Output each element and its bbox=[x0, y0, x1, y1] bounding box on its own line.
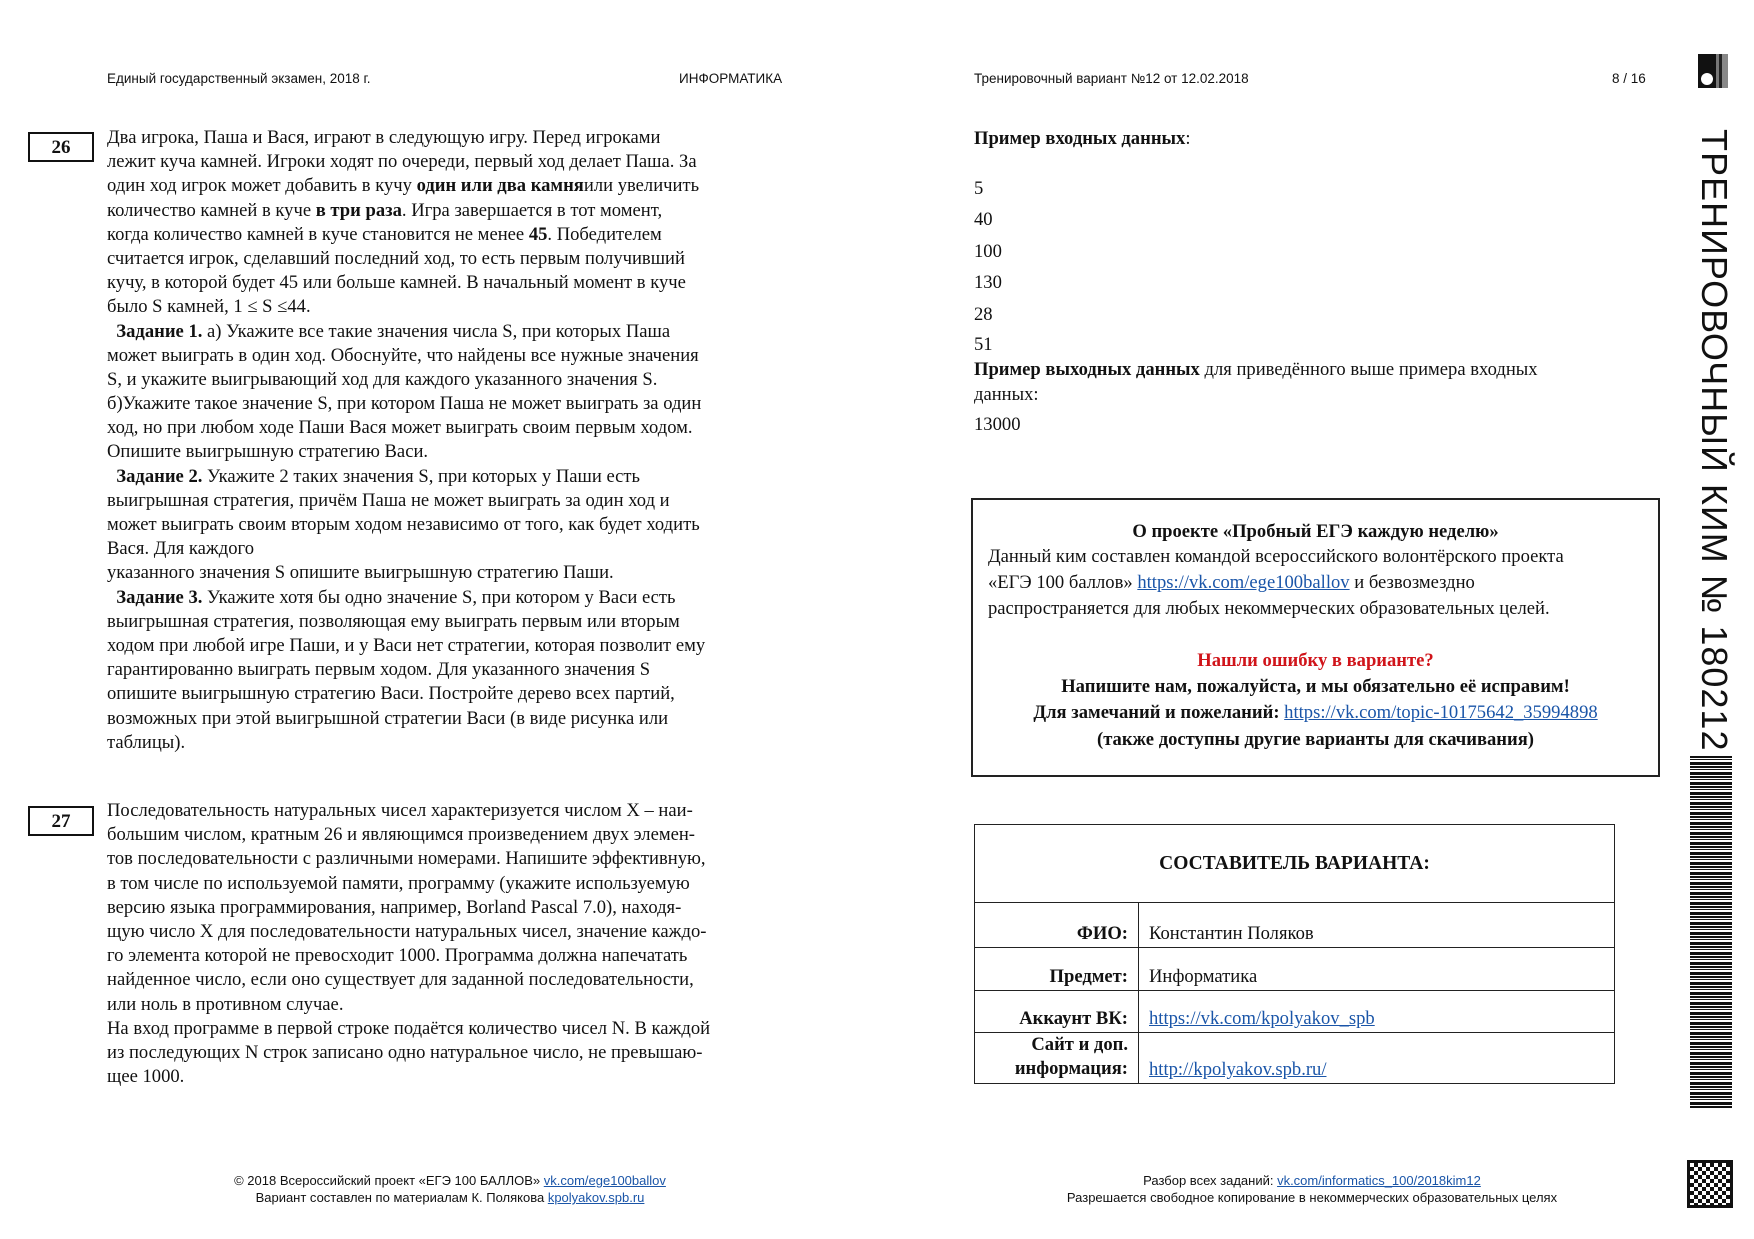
text-line bbox=[107, 634, 705, 658]
text-segment: кучу, в которой будет 45 или больше камней. В начальный момент в куче bbox=[107, 272, 686, 294]
also-available: (также доступны другие варианты для скачивания) bbox=[1097, 729, 1534, 750]
text-segment: может выиграть в один ход. Обоснуйте, что найдены все нужные значения bbox=[107, 344, 699, 366]
text-line bbox=[107, 993, 710, 1017]
text-line bbox=[107, 416, 705, 440]
project-title-text: О проекте «Пробный ЕГЭ каждую неделю» bbox=[1132, 521, 1499, 542]
example-input-colon: : bbox=[1185, 128, 1191, 149]
text-line bbox=[107, 465, 705, 489]
text-segment: когда количество камней в куче становится не менее bbox=[107, 223, 529, 245]
text-line bbox=[107, 896, 710, 920]
error-title: Нашли ошибку в варианте? bbox=[1197, 650, 1434, 671]
task-26-text bbox=[107, 126, 705, 755]
text-line bbox=[107, 174, 705, 198]
author-table bbox=[974, 824, 1615, 1084]
example-input-heading bbox=[974, 128, 1191, 150]
text-line bbox=[107, 320, 705, 344]
text-segment: в том числе по используемой памяти, программу (укажите используемую bbox=[107, 872, 690, 894]
text-segment: версию языка программирования, например, Borland Pascal 7.0), находя- bbox=[107, 896, 682, 918]
text-segment: выигрышная стратегия, причём Паша не может выиграть за один ход и bbox=[107, 489, 670, 511]
example-output-desc: для приведённого выше примера входных bbox=[1199, 359, 1538, 380]
feedback-link[interactable]: https://vk.com/topic-10175642_35994898 bbox=[1284, 702, 1598, 723]
example-input-value: 100 bbox=[974, 241, 1002, 262]
example-output-heading bbox=[974, 359, 1538, 381]
text-line bbox=[107, 247, 705, 271]
text-segment: лежит куча камней. Игроки ходят по очереди, первый ход делает Паша. За bbox=[107, 151, 697, 173]
text-segment: щее 1000. bbox=[107, 1066, 185, 1088]
footer-analysis-text: Разбор всех заданий: bbox=[1143, 1173, 1278, 1188]
text-line bbox=[107, 1041, 710, 1065]
text-line bbox=[107, 847, 710, 871]
text-segment: Последовательность натуральных чисел характеризуется числом X – наи- bbox=[107, 800, 693, 821]
footer-copyright-text: © 2018 Всероссийский проект «ЕГЭ 100 БАЛЛОВ» bbox=[234, 1173, 544, 1188]
text-line bbox=[107, 586, 705, 610]
text-segment: количество камней в куче bbox=[107, 199, 316, 221]
text-segment: . Игра завершается в тот момент, bbox=[401, 199, 663, 221]
text-segment: Опишите выигрышную стратегию Васи. bbox=[107, 441, 429, 463]
project-title bbox=[973, 521, 1658, 543]
text-line bbox=[107, 872, 710, 896]
task-27-text bbox=[107, 799, 710, 1089]
text-line bbox=[107, 799, 710, 823]
task-number-26: 26 bbox=[28, 132, 94, 162]
text-segment: или увеличить bbox=[583, 175, 700, 197]
text-line bbox=[107, 682, 705, 706]
example-input-value: 51 bbox=[974, 334, 993, 355]
text-line bbox=[107, 1017, 710, 1041]
text-segment: Вася. Для каждого bbox=[107, 538, 254, 560]
author-label-subject: Предмет: bbox=[975, 948, 1139, 991]
text-line bbox=[107, 440, 705, 464]
text-segment: щую число X для последовательности натуральных чисел, значение каждо- bbox=[107, 920, 707, 942]
text-line bbox=[107, 944, 710, 968]
example-input-value: 40 bbox=[974, 209, 993, 230]
example-output-desc-2: данных: bbox=[974, 384, 1039, 405]
footer-author bbox=[200, 1189, 700, 1206]
text-segment: гарантированно выиграть первым ходом. Для указанного значения S bbox=[107, 659, 651, 681]
header-page-number: 8 / 16 bbox=[1612, 71, 1646, 86]
project-line-3: распространяется для любых некоммерческих образовательных целей. bbox=[988, 598, 1550, 619]
author-label-vk: Аккаунт ВК: bbox=[975, 991, 1139, 1033]
footer-author-text: Вариант составлен по материалам К. Полякова bbox=[255, 1190, 548, 1205]
text-line bbox=[107, 513, 705, 537]
text-line bbox=[107, 731, 705, 755]
barcode-icon bbox=[1690, 756, 1732, 1108]
text-segment: ходом при любой игре Паши, и у Васи нет стратегии, которая позволит ему bbox=[107, 634, 706, 656]
text-segment: Укажите хотя бы одно значение S, при котором у Васи есть bbox=[202, 586, 676, 608]
text-segment: найденное число, если оно существует для заданной последовательности, bbox=[107, 969, 694, 991]
text-segment: большим числом, кратным 26 и являющимся произведением двух элемен- bbox=[107, 824, 695, 846]
text-line bbox=[107, 223, 705, 247]
project-vk-link[interactable]: https://vk.com/ege100ballov bbox=[1137, 572, 1350, 593]
author-value-name: Константин Поляков bbox=[1139, 903, 1615, 948]
footer-right bbox=[1012, 1172, 1612, 1206]
text-segment: го элемента которой не превосходит 1000. Программа должна напечатать bbox=[107, 945, 688, 967]
header-variant: Тренировочный вариант №12 от 12.02.2018 bbox=[974, 71, 1249, 86]
text-line bbox=[107, 368, 705, 392]
task-number-27: 27 bbox=[28, 806, 94, 836]
project-line-2-tail: и безвозмездно bbox=[1349, 572, 1475, 593]
text-segment: S, и укажите выигрывающий ход для каждого указанного значения S. bbox=[107, 368, 658, 390]
author-value-subject: Информатика bbox=[1139, 948, 1615, 991]
text-line bbox=[107, 150, 705, 174]
feedback-line bbox=[973, 702, 1658, 724]
logo-icon bbox=[1698, 54, 1728, 88]
text-segment: Два игрока, Паша и Вася, играют в следующую игру. Перед игроками bbox=[107, 127, 661, 148]
text-line bbox=[107, 920, 710, 944]
text-line bbox=[107, 610, 705, 634]
text-segment: таблицы). bbox=[107, 731, 186, 753]
text-segment: может выиграть своим вторым ходом независимо от того, как будет ходить bbox=[107, 514, 700, 535]
footer-license: Разрешается свободное копирование в некоммерческих образовательных целях bbox=[1066, 1190, 1558, 1205]
text-segment: считается игрок, сделавший последний ход, то есть первым получивший bbox=[107, 247, 685, 269]
example-input-value: 5 bbox=[974, 178, 984, 199]
text-line bbox=[107, 199, 705, 223]
author-title: СОСТАВИТЕЛЬ ВАРИАНТА: bbox=[975, 825, 1615, 903]
text-line bbox=[107, 707, 705, 731]
text-segment: а) Укажите все такие значения числа S, при которых Паша bbox=[202, 320, 671, 342]
footer-analysis bbox=[1012, 1172, 1612, 1189]
text-line bbox=[107, 271, 705, 295]
example-input-label: Пример входных данных bbox=[974, 128, 1186, 149]
example-output-label: Пример выходных данных bbox=[974, 359, 1200, 380]
footer-analysis-link[interactable]: vk.com/informatics_100/2018kim12 bbox=[1277, 1173, 1481, 1188]
text-segment: возможных при этой выигрышной стратегии Васи (в виде рисунка или bbox=[107, 707, 669, 729]
project-line-2-text: «ЕГЭ 100 баллов» bbox=[988, 572, 1138, 593]
text-segment: опишите выигрышную стратегию Васи. Постройте дерево всех партий, bbox=[107, 683, 675, 705]
text-segment: тов последовательности с различными номерами. Напишите эффективную, bbox=[107, 848, 706, 870]
footer-left bbox=[200, 1172, 700, 1206]
author-site-link[interactable]: http://kpolyakov.spb.ru/ bbox=[1149, 1059, 1327, 1080]
project-line-1: Данный ким составлен командой всероссийского волонтёрского проекта bbox=[988, 546, 1564, 567]
text-line bbox=[107, 658, 705, 682]
project-info-box bbox=[971, 498, 1660, 777]
bold-text: Задание 1. bbox=[107, 320, 203, 342]
bold-text: 45 bbox=[528, 223, 548, 245]
text-line bbox=[107, 968, 710, 992]
project-line-2 bbox=[988, 572, 1658, 594]
text-line bbox=[107, 561, 705, 585]
footer-copyright bbox=[200, 1172, 700, 1189]
text-line bbox=[107, 823, 710, 847]
author-site-cell bbox=[1139, 1033, 1615, 1084]
bold-text: Задание 2. bbox=[107, 465, 203, 487]
text-segment: один ход игрок может добавить в кучу bbox=[107, 175, 417, 197]
qr-code-icon bbox=[1687, 1160, 1733, 1208]
text-segment: из последующих N строк записано одно натуральное число, не превышаю- bbox=[107, 1041, 703, 1063]
bold-text: в три раза bbox=[315, 199, 402, 221]
bold-text: Задание 3. bbox=[107, 586, 203, 608]
author-vk-link[interactable]: https://vk.com/kpolyakov_spb bbox=[1149, 1008, 1375, 1029]
example-input-value: 28 bbox=[974, 304, 993, 325]
error-line: Напишите нам, пожалуйста, и мы обязательно её исправим! bbox=[1061, 676, 1570, 697]
author-label-site: Сайт и доп. информация: bbox=[975, 1033, 1139, 1084]
text-line bbox=[107, 344, 705, 368]
text-segment: ход, но при любом ходе Паши Вася может выиграть своим первым ходом. bbox=[107, 417, 693, 439]
footer-vk-link[interactable]: vk.com/ege100ballov bbox=[543, 1173, 666, 1188]
text-segment: было S камней, 1 ≤ S ≤44. bbox=[107, 296, 311, 318]
side-title: ТРЕНИРОВОЧНЫЙ КИМ № 180212 bbox=[1694, 129, 1735, 752]
text-line bbox=[107, 537, 705, 561]
text-segment: или ноль в противном случае. bbox=[107, 993, 344, 1015]
text-segment: На вход программе в первой строке подаётся количество чисел N. В каждой bbox=[107, 1017, 711, 1039]
text-line bbox=[107, 392, 705, 416]
text-line bbox=[107, 1065, 710, 1089]
header-exam-title: Единый государственный экзамен, 2018 г. bbox=[107, 71, 371, 86]
example-output-value: 13000 bbox=[974, 414, 1021, 435]
author-vk-cell bbox=[1139, 991, 1615, 1033]
text-segment: Укажите 2 таких значения S, при которых у Паши есть bbox=[202, 465, 641, 487]
text-line bbox=[107, 295, 705, 319]
text-segment: выигрышная стратегия, позволяющая ему выиграть первым или вторым bbox=[107, 610, 680, 632]
feedback-label: Для замечаний и пожеланий: bbox=[1033, 702, 1285, 723]
text-segment: б)Укажите такое значение S, при котором Паша не может выиграть за один bbox=[107, 393, 702, 415]
header-subject: ИНФОРМАТИКА bbox=[679, 71, 783, 86]
text-segment: указанного значения S опишите выигрышную стратегию Паши. bbox=[107, 562, 614, 584]
footer-kpolyakov-link[interactable]: kpolyakov.spb.ru bbox=[547, 1190, 645, 1205]
text-line bbox=[107, 126, 705, 150]
text-segment: . Победителем bbox=[547, 223, 662, 245]
text-line bbox=[107, 489, 705, 513]
bold-text: один или два камня bbox=[416, 175, 584, 197]
author-label-name: ФИО: bbox=[975, 903, 1139, 948]
example-input-value: 130 bbox=[974, 272, 1002, 293]
